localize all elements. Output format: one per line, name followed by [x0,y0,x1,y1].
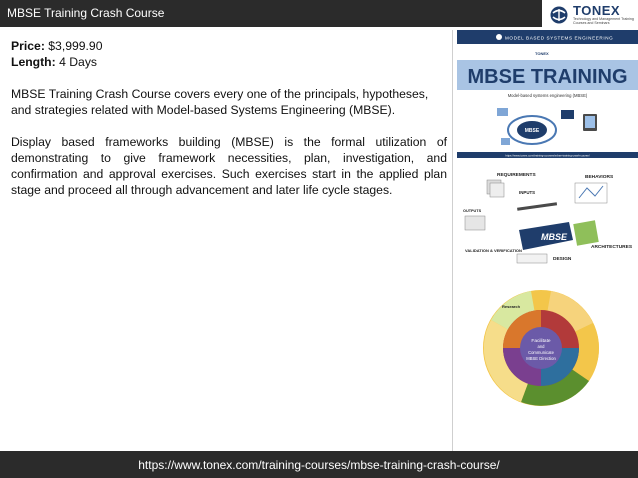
banner-url-text: https://www.tonex.com/training-courses/mbse-training-crash-course/ [505,153,590,158]
tonex-logo[interactable] [542,0,638,30]
diagram-behavior-box [575,183,607,203]
banner-device-4 [501,138,510,145]
infographic-image [457,30,638,460]
diagram-requirements: REQUIREMENTS [497,173,536,178]
diagram-behaviors: BEHAVIORS [585,175,614,180]
course-infographic [457,30,638,465]
diagram-arrow-1 [517,202,557,211]
course-description [11,38,447,198]
price-value: $3,999.90 [48,39,103,53]
mbse-wheel [483,290,599,406]
banner-device-1 [497,108,508,116]
length-line [11,54,447,70]
logo-tagline: Technology and Management Training Courses and Seminars [573,17,634,26]
wheel-center-line-2: and [537,344,545,349]
diagram-center: MBSE [541,232,568,242]
price-label: Price: [11,39,45,53]
length-label: Length: [11,55,56,69]
diagram-outputs: OUTPUTS [463,209,482,213]
banner-strip-icon [496,34,502,40]
diagram-architectures: ARCHITECTURES [591,245,633,250]
page-title: MBSE Training Crash Course [7,6,165,20]
banner-center-label: MBSE [524,128,540,134]
diagram-validation: VALIDATION & VERIFICATION [465,248,522,253]
diagram-design-box [517,254,547,263]
wheel-label-research: Research [501,304,521,309]
length-value: 4 Days [59,55,98,69]
diagram-output-box [465,216,485,230]
diagram-design: DESIGN [553,257,572,262]
tonex-swirl-icon [549,5,569,25]
banner-device-2 [561,110,574,119]
diagram-doc-front [490,183,504,197]
logo-wordmark: TONEX [573,3,621,18]
column-divider [452,30,453,458]
banner-headline: MBSE TRAINING [467,66,628,88]
diagram-inputs: INPUTS [519,190,536,195]
banner-mini-logo: TONEX [535,51,549,56]
intro-paragraph: MBSE Training Crash Course covers every one of the principals, hypotheses, and strategies related with Model-based Systems Engineering (MBSE). [11,87,429,117]
banner-strip-text: MODEL BASED SYSTEMS ENGINEERING [505,35,614,41]
banner-device-screen [585,116,595,128]
wheel-center-line-4: MBSE Direction [526,356,556,361]
footer-url-link[interactable]: https://www.tonex.com/training-courses/mbse-training-crash-course/ [138,458,500,472]
footer-bar [0,451,638,478]
mbse-diagram [463,172,633,263]
wheel-center-line-3: Communicate [528,350,554,355]
details-paragraph: Display based frameworks building (MBSE) is the formal utilization of demonstrating to give framework necessities, plan, investigation, and confirmation and approval exercises. Such exercises start in the applied plan stage and proceed all through advancement and later life cycle stages. [11,135,447,197]
wheel-center-line-1: Facilitate [531,339,551,344]
banner-subheadline: Model-based systems engineering (MBSE) [507,93,588,98]
diagram-arch-block [573,220,598,245]
price-line [11,38,447,54]
